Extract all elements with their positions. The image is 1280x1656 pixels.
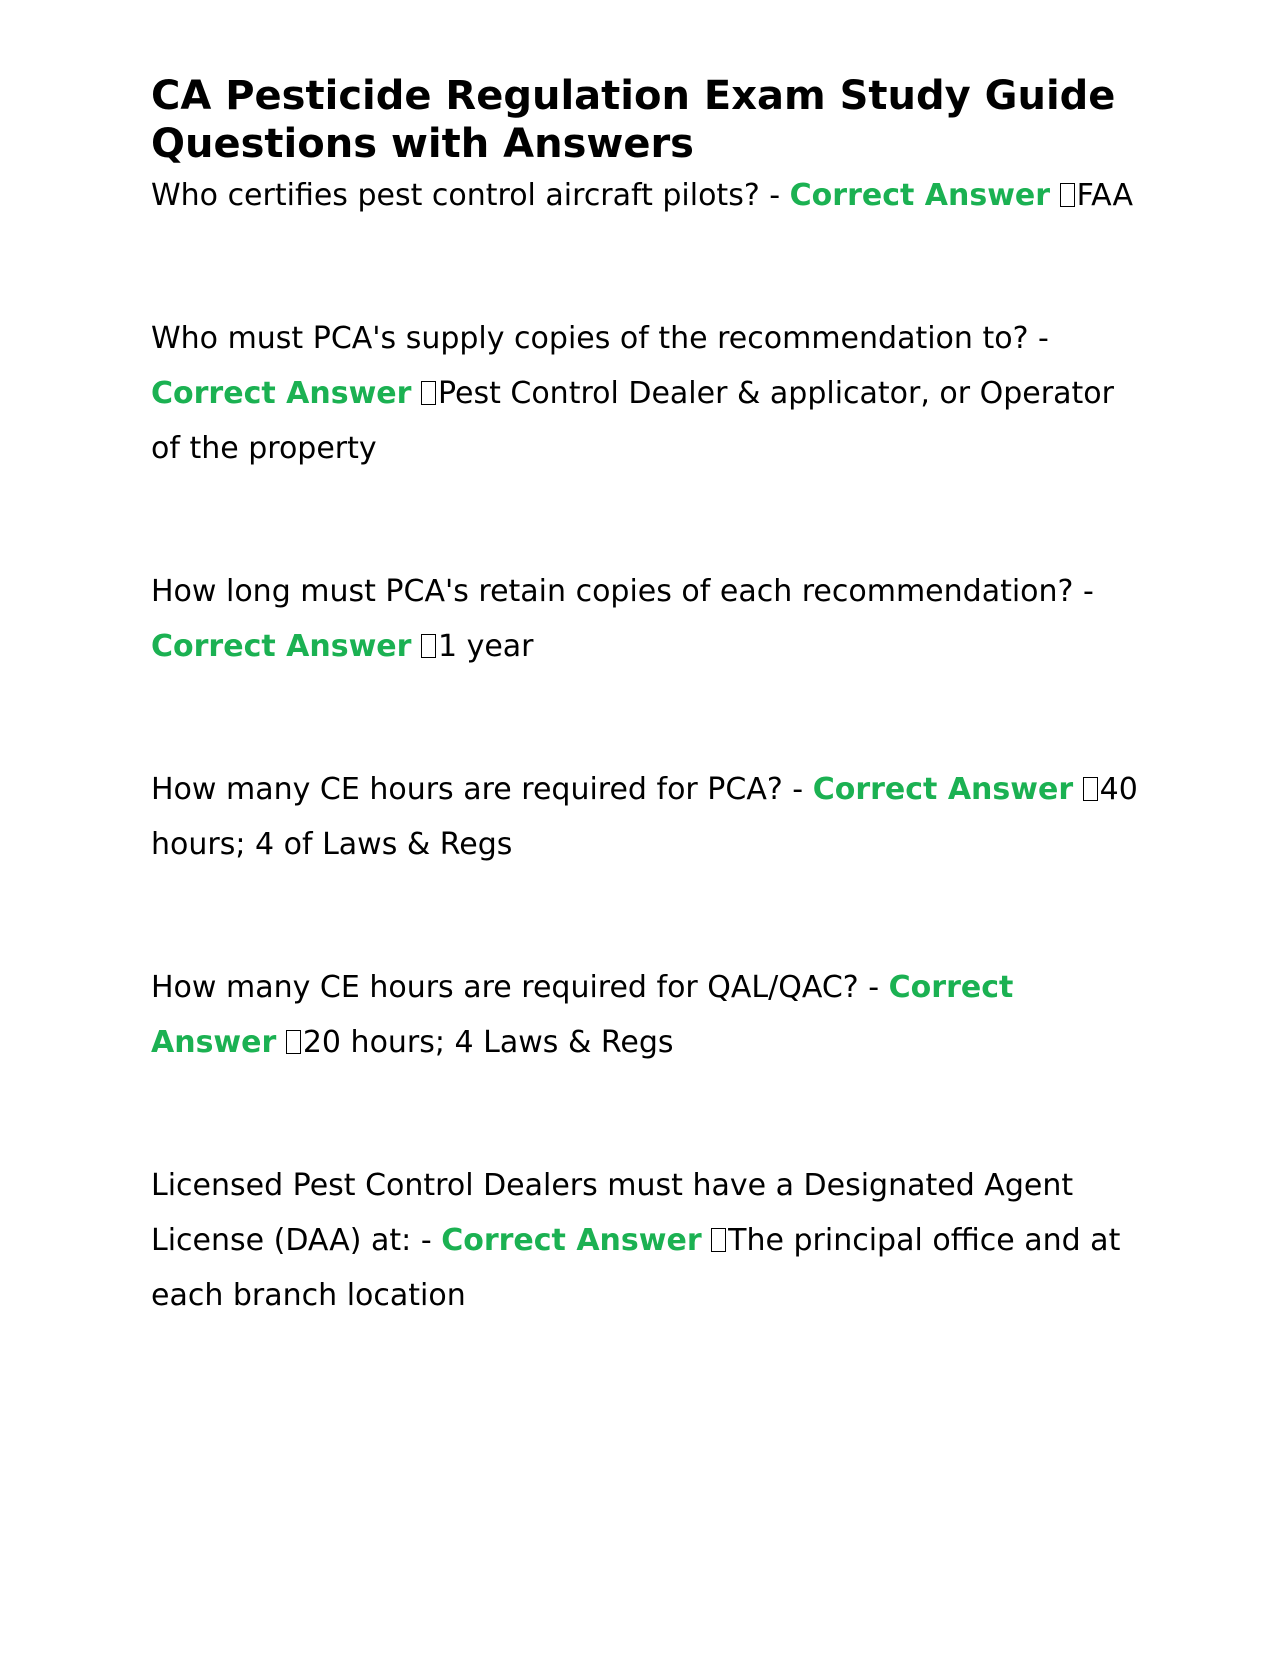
correct-answer-label: Correct Answer: [812, 772, 1074, 807]
missing-glyph-icon: [286, 1030, 301, 1054]
qa-item: [151, 311, 1141, 476]
correct-answer-label: Correct Answer: [151, 629, 412, 664]
qa-item: [151, 762, 1141, 872]
answer-text: Pest Control Dealer & applicator, or Operator of the property: [151, 376, 1114, 466]
missing-glyph-icon: [421, 634, 436, 658]
document-page: [151, 72, 1141, 1411]
missing-glyph-icon: [711, 1228, 726, 1252]
page-title: CA Pesticide Regulation Exam Study Guide Questions with Answers: [151, 73, 1116, 167]
qa-item: [151, 960, 1141, 1070]
missing-glyph-icon: [1083, 777, 1098, 801]
question-text: Who must PCA's supply copies of the recommendation to? -: [151, 321, 1049, 356]
answer-text: The principal office and at each branch location: [151, 1223, 1121, 1313]
missing-glyph-icon: [421, 381, 436, 405]
correct-answer-label: Correct Answer: [151, 970, 1014, 1060]
question-text: Licensed Pest Control Dealers must have a Designated Agent License (DAA) at: -: [151, 1168, 1074, 1258]
qa-item: [151, 168, 1141, 223]
qa-item: [151, 1158, 1141, 1323]
answer-text: 1 year: [437, 629, 534, 664]
question-text: How many CE hours are required for QAL/QAC? -: [151, 970, 880, 1005]
correct-answer-label: Correct Answer: [151, 376, 412, 411]
missing-glyph-icon: [1060, 183, 1075, 207]
answer-text: 20 hours; 4 Laws & Regs: [302, 1025, 674, 1060]
answer-text: 40 hours; 4 of Laws & Regs: [151, 772, 1138, 862]
correct-answer-label: Correct Answer: [441, 1223, 702, 1258]
correct-answer-label: Correct Answer: [789, 178, 1051, 213]
question-text: Who certifies pest control aircraft pilots? -: [151, 178, 781, 213]
question-text: How long must PCA's retain copies of each recommendation? -: [151, 574, 1094, 609]
answer-text: FAA: [1076, 178, 1134, 213]
qa-item: [151, 564, 1141, 674]
question-text: How many CE hours are required for PCA? -: [151, 772, 804, 807]
